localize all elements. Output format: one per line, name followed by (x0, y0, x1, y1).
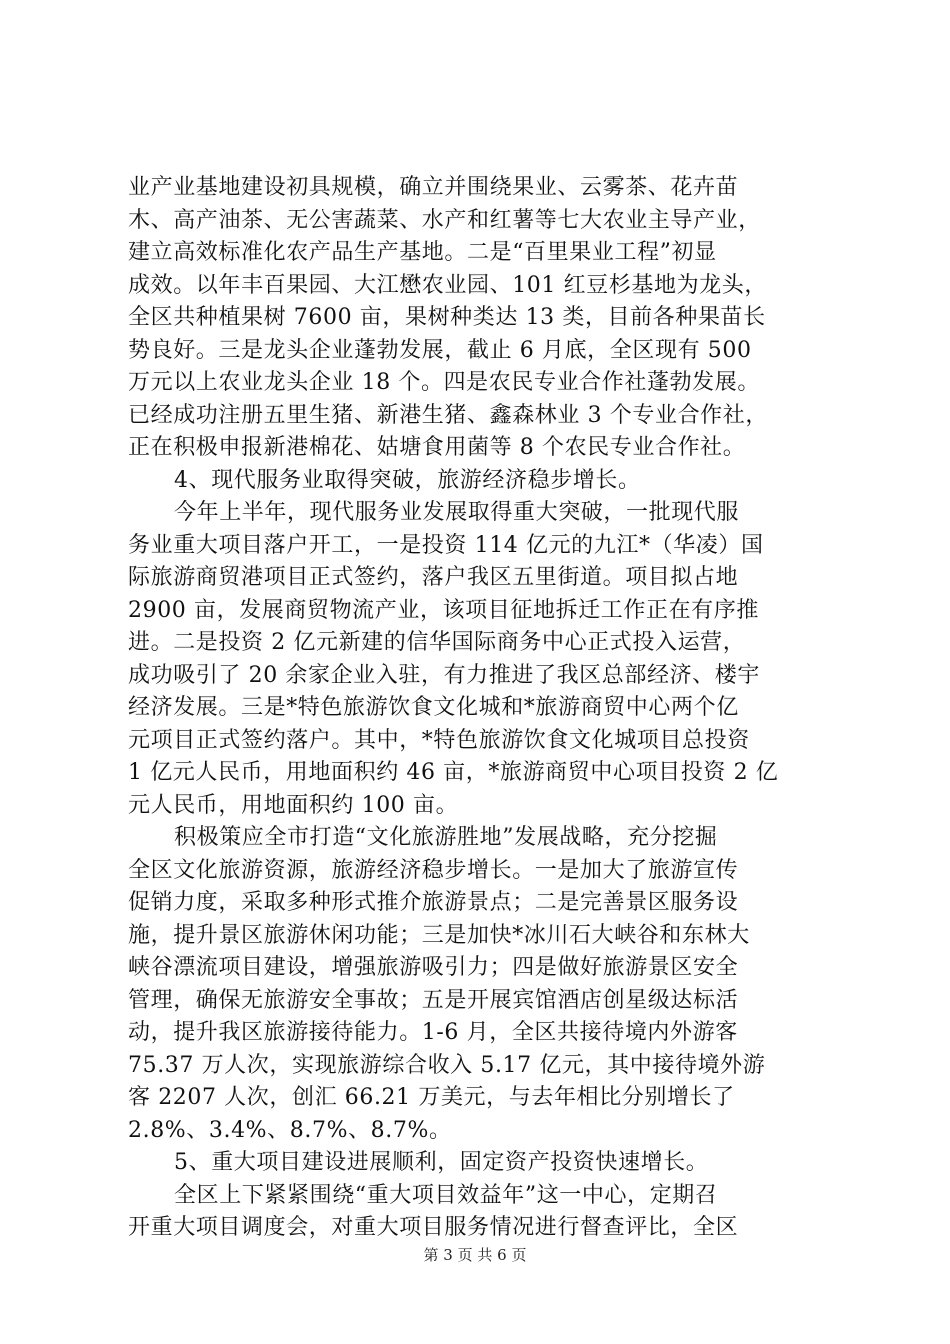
text-line: 促销力度，采取多种形式推介旅游景点；二是完善景区服务设 (128, 890, 739, 915)
text-line: 75.37 万人次，实现旅游综合收入 5.17 亿元，其中接待境外游 (128, 1052, 766, 1078)
text-line: 万元以上农业龙头企业 18 个。四是农民专业合作社蓬勃发展。 (128, 370, 760, 395)
text-line: 今年上半年，现代服务业发展取得重大突破，一批现代服 (174, 500, 740, 525)
text-line: 施，提升景区旅游休闲功能；三是加快*冰川石大峡谷和东林大 (128, 922, 750, 948)
text-line: 经济发展。三是*特色旅游饮食文化城和*旅游商贸中心两个亿 (128, 695, 739, 720)
text-line: 2.8%、3.4%、8.7%、8.7%。 (128, 1117, 452, 1143)
page-footer: 第 3 页 共 6 页 (423, 1246, 527, 1264)
text-line: 业产业基地建设初具规模，确立并围绕果业、云雾茶、花卉苗 (128, 175, 739, 200)
text-line: 务业重大项目落户开工，一是投资 114 亿元的九江*（华凌）国 (128, 532, 764, 558)
text-line: 动，提升我区旅游接待能力。1-6 月，全区共接待境内外游客 (128, 1020, 738, 1045)
text-line: 4、现代服务业取得突破，旅游经济稳步增长。 (174, 467, 641, 493)
text-line: 进。二是投资 2 亿元新建的信华国际商务中心正式投入运营， (128, 630, 746, 655)
text-line: 积极策应全市打造“文化旅游胜地”发展战略，充分挖掘 (174, 825, 718, 850)
text-line: 建立高效标准化农产品生产基地。二是“百里果业工程”初显 (128, 240, 717, 265)
text-line: 木、高产油茶、无公害蔬菜、水产和红薯等七大农业主导产业， (128, 207, 761, 233)
text-line: 全区共种植果树 7600 亩，果树种类达 13 类，目前各种果苗长 (128, 305, 766, 330)
text-line: 全区文化旅游资源，旅游经济稳步增长。一是加大了旅游宣传 (128, 857, 739, 883)
text-line: 客 2207 人次，创汇 66.21 万美元，与去年相比分别增长了 (128, 1085, 735, 1110)
text-line: 成效。以年丰百果园、大江懋农业园、101 红豆杉基地为龙头， (128, 272, 767, 298)
text-line: 元项目正式签约落户。其中，*特色旅游饮食文化城项目总投资 (128, 727, 750, 753)
text-line: 元人民币，用地面积约 100 亩。 (128, 792, 459, 818)
text-line: 际旅游商贸港项目正式签约，落户我区五里街道。项目拟占地 (128, 565, 739, 590)
text-line: 1 亿元人民币，用地面积约 46 亩，*旅游商贸中心项目投资 2 亿 (128, 760, 779, 785)
text-line: 5、重大项目建设进展顺利，固定资产投资快速增长。 (174, 1150, 709, 1175)
text-line: 势良好。三是龙头企业蓬勃发展，截止 6 月底，全区现有 500 (128, 337, 752, 363)
text-line: 2900 亩，发展商贸物流产业，该项目征地拆迁工作正在有序推 (128, 597, 759, 623)
text-line: 已经成功注册五里生猪、新港生猪、鑫森林业 3 个专业合作社， (128, 402, 768, 428)
text-line: 成功吸引了 20 余家企业入驻，有力推进了我区总部经济、楼宇 (128, 662, 760, 688)
text-line: 峡谷漂流项目建设，增强旅游吸引力；四是做好旅游景区安全 (128, 955, 739, 980)
text-line: 全区上下紧紧围绕“重大项目效益年”这一中心，定期召 (174, 1182, 718, 1208)
text-line: 正在积极申报新港棉花、姑塘食用菌等 8 个农民专业合作社。 (128, 435, 746, 460)
document-body (128, 172, 828, 1245)
text-line: 开重大项目调度会，对重大项目服务情况进行督查评比，全区 (128, 1215, 739, 1240)
text-line: 管理，确保无旅游安全事故；五是开展宾馆酒店创星级达标活 (128, 987, 739, 1013)
